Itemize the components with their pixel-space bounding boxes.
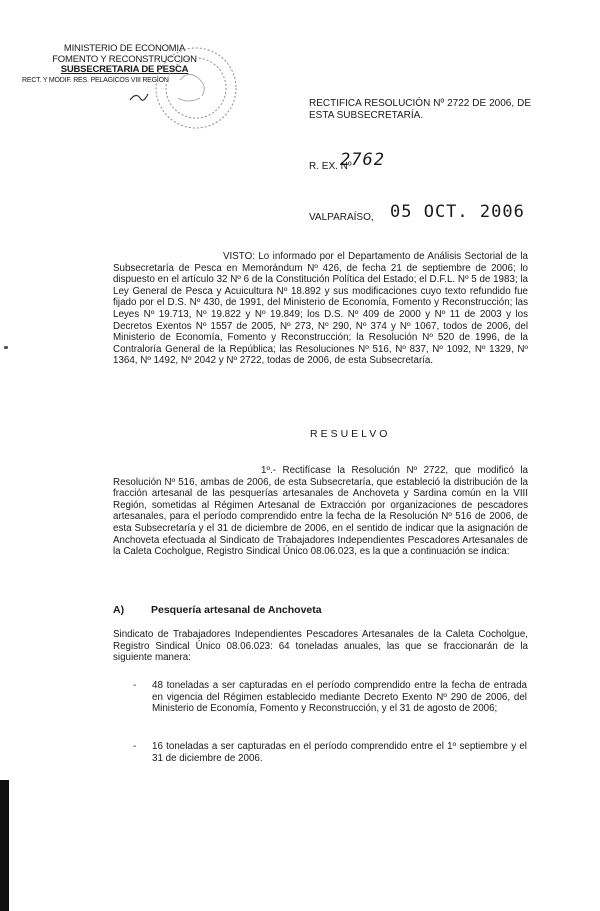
scan-speck	[4, 346, 8, 349]
date-stamp: 05 OCT. 2006	[390, 202, 525, 222]
scan-edge-bar	[0, 780, 9, 911]
ministry-subtitle: FOMENTO Y RECONSTRUCCION	[52, 53, 197, 65]
document-code: RECT. Y MODIF. RES. PELAGICOS VIII REGION	[22, 76, 169, 84]
resuelvo-heading: RESUELVO	[310, 428, 391, 440]
ministry-name: MINISTERIO DE ECONOMIA	[63, 43, 186, 54]
list-item-marker: -	[133, 680, 137, 691]
list-item-marker: -	[133, 741, 137, 752]
document-reference: RECTIFICA RESOLUCIÓN Nº 2722 DE 2006, DE ESTA SUBSECRETARÍA.	[309, 98, 531, 121]
list-item-text: 16 toneladas a ser capturadas en el período comprendido entre el 1º septiembre y el 31 de diciembre de 2006.	[152, 741, 527, 764]
visto-text: Lo informado por el Departamento de Análisis Sectorial de la Subsecretaría de Pesca en Memorándum Nº 426, de fecha 21 de septiembre de 2006; lo dispuesto en el artículo 32 Nº 6 de la Constitución Política del Estado; el D.F.L. Nº 5 de 1983; la Ley General de Pesca y Acuicultura Nº 18.892 y sus modificaciones cuyo texto refundido fue fijado por el D.S. Nº 430, de 1991, del Ministerio de Economía, Fomento y Reconstrucción; las Leyes Nº 19.713, Nº 19.822 y Nº 19.849; los D.S. Nº 409 de 2000 y Nº 11 de 2003 y los Decretos Exentos Nº 1557 de 2005, Nº 273, Nº 290, Nº 374 y Nº 1067, todos de 2006, del Ministerio de Economía, Fomento y Reconstrucción; la Resolución Nº 520 de 1996, de la Contraloría General de la República; las Resoluciones Nº 516, Nº 837, Nº 1092, Nº 1329, Nº 1364, Nº 1492, Nº 2042 y Nº 2722, todas de 2006, de esta Subsecretaría.	[113, 251, 528, 367]
undersecretariat-name: SUBSECRETARIA DE PESCA	[60, 64, 189, 75]
section-a-title: Pesquería artesanal de Anchoveta	[151, 604, 322, 616]
official-seal-stamp	[128, 40, 240, 136]
list-item	[133, 741, 527, 764]
visto-paragraph	[113, 251, 528, 367]
article-1-text: Rectifícase la Resolución Nº 2722, que modificó la Resolución Nº 516, ambas de 2006, de esta Subsecretaría, que estableció la distribución de la fracción artesanal de las pesquerías artesanales de Anchoveta y Sardina común en la VIII Región, sometidas al Régimen Artesanal de Extracción por organizaciones de pescadores artesanales, para el período comprendido entre la fecha de la Resolución Nº 516 de 2006, de esta Subsecretaría y el 31 de diciembre de 2006, en el sentido de indicar que la asignación de Anchoveta efectuada al Sindicato de Trabajadores Independientes Pescadores Artesanales de la Caleta Cocholgue, Registro Sindical Único 08.06.023, es la que a continuación se indica:	[113, 465, 528, 558]
visto-label: VISTO:	[223, 251, 255, 262]
section-a-letter: A)	[113, 604, 125, 616]
article-1-label: 1º.-	[261, 465, 277, 476]
list-item	[133, 680, 527, 715]
city: VALPARAÍSO,	[309, 212, 374, 223]
resolution-number: 2762	[340, 150, 385, 170]
article-1	[113, 465, 528, 558]
section-a-heading	[113, 604, 322, 616]
list-item-text: 48 toneladas a ser capturadas en el período comprendido entre la fecha de entrada en vigencia del Régimen establecido mediante Decreto Exento Nº 290 de 2006, del Ministerio de Economía, Fomento y Reconstrucción, y el 31 de agosto de 2006;	[152, 680, 527, 715]
resolution-label: R. EX. Nº	[309, 161, 352, 172]
sindicato-paragraph: Sindicato de Trabajadores Independientes Pescadores Artesanales de la Caleta Cocholgue, Registro Sindical Único 08.06.023: 64 toneladas anuales, las que se fraccionarán de la siguiente manera:	[113, 629, 528, 664]
